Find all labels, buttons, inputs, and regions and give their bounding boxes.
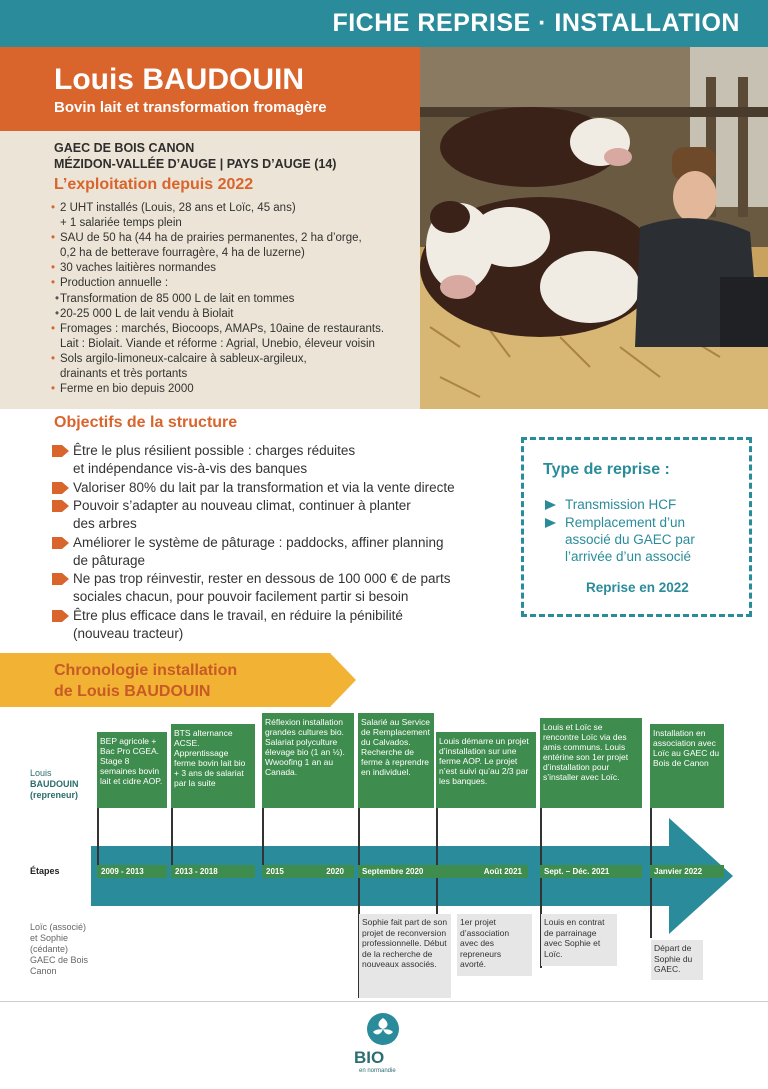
org-location: MÉZIDON-VALLÉE D’AUGE | PAYS D’AUGE (14) [54, 157, 337, 171]
arrow-bullet-icon [52, 482, 69, 494]
logo-subtext: en normandie [359, 1068, 396, 1074]
reprise-item: Remplacement d’un associé du GAEC par l’arrivée d’un associé [545, 514, 725, 565]
bio-normandie-logo-icon [366, 1012, 400, 1046]
period-label: Janvier 2022 [650, 865, 724, 878]
fact-item: • 2 UHT installés (Louis, 28 ans et Loïc, 45 ans) [50, 201, 415, 216]
fact-item: 0,2 ha de betterave fourragère, 4 ha de luzerne) [60, 247, 305, 260]
farm-facts-list [50, 201, 415, 397]
objective-item: Améliorer le système de pâturage : paddocks, affiner planning de pâturage [52, 534, 522, 570]
arrow-bullet-icon [52, 537, 69, 549]
header-bar [0, 0, 768, 47]
cedant-event-box: Départ de Sophie du GAEC. [651, 940, 703, 980]
objectives-title: Objectifs de la structure [54, 414, 238, 431]
timeline-connector [262, 808, 264, 868]
objective-item: Ne pas trop réinvestir, rester en dessous de 100 000 € de parts sociales chacun, pour pouvoir facilement partir si besoin [52, 570, 522, 606]
objective-item: Être plus efficace dans le travail, en réduire la pénibilité (nouveau tracteur) [52, 607, 522, 643]
objective-item: Valoriser 80% du lait par la transformation et via la vente directe [52, 479, 522, 497]
page-title: FICHE REPRISE · INSTALLATION [332, 9, 740, 37]
farm-subtitle: Bovin lait et transformation fromagère [54, 99, 327, 116]
timeline-event-box: BEP agricole + Bac Pro CGEA. Stage 8 semaines bovin lait et cidre AOP. [97, 732, 167, 808]
cedant-event-box: Louis en contrat de parrainage avec Sophie et Loïc. [541, 914, 617, 966]
timeline-connector [436, 808, 438, 916]
row-label-etapes: Étapes [30, 866, 60, 876]
footer-divider [0, 1001, 768, 1002]
triangle-bullet-icon [545, 500, 556, 510]
timeline-event-box: Salarié au Service de Remplacement du Calvados. Recherche de ferme à reprendre en individuel. [358, 713, 434, 808]
fact-item: • Ferme en bio depuis 2000 [50, 382, 415, 397]
period-label: 2013 - 2018 [171, 865, 255, 878]
period-label: Sept. – Déc. 2021 [540, 865, 642, 878]
arrow-bullet-icon [52, 610, 69, 622]
timeline-event-box: Louis et Loïc se rencontre Loïc via des amis communs. Louis entérine son 1er projet d’installation pour s’installer avec Loïc. [540, 718, 642, 808]
farmer-with-cows-photo [420, 47, 768, 409]
farmer-name: Louis BAUDOUIN [54, 63, 304, 96]
reprise-title: Type de reprise : [543, 461, 670, 478]
fact-item: • Transformation de 85 000 L de lait en tommes [50, 292, 415, 307]
timeline-connector [97, 808, 99, 868]
timeline-event-box: BTS alternance ACSE. Apprentissage ferme bovin lait bio + 3 ans de salariat par la suite [171, 724, 255, 808]
fact-item: Lait : Biolait. Viande et réforme : Agrial, Unebio, éleveur voisin [60, 337, 375, 350]
objective-item: Être le plus résilient possible : charges réduites et indépendance vis-à-vis des banques [52, 442, 522, 478]
objectives-list [52, 442, 522, 643]
fact-item: • 20-25 000 L de lait vendu à Biolait [50, 307, 415, 322]
chronology-title: Chronologie installation de Louis BAUDOUIN [54, 662, 238, 700]
org-name: GAEC DE BOIS CANON [54, 141, 195, 155]
timeline-connector [171, 808, 173, 868]
fact-item: • Fromages : marchés, Biocoops, AMAPs, 10aine de restaurants. [50, 322, 415, 337]
period-label: Septembre 2020 Août 2021 [358, 865, 528, 878]
timeline-event-box: Installation en association avec Loïc au GAEC du Bois de Canon [650, 724, 724, 808]
fact-item: • SAU de 50 ha (44 ha de prairies permanentes, 2 ha d’orge, [50, 231, 415, 246]
period-label: 2015 2020 [262, 865, 354, 878]
organization [54, 140, 336, 172]
arrow-bullet-icon [52, 500, 69, 512]
timeline-event-box: Réflexion installation grandes cultures bio. Salariat polyculture élevage bio (1 an ½). Wwoofing 1 an au Canada. [262, 713, 354, 808]
reprise-date: Reprise en 2022 [586, 580, 689, 595]
fact-item: + 1 salariée temps plein [60, 217, 182, 230]
reprise-list [545, 496, 725, 566]
row-label-cedant: Loïc (associé) et Sophie (cédante) GAEC de Bois Canon [30, 922, 89, 976]
fact-item: drainants et très portants [60, 368, 188, 381]
triangle-bullet-icon [545, 518, 556, 528]
timeline-event-box: Louis démarre un projet d’installation sur une ferme AOP. Le projet n’est suivi qu’au 2/3 par les banques. [436, 732, 536, 808]
logo-text: BIO [354, 1048, 385, 1067]
period-label: 2009 - 2013 [97, 865, 167, 878]
cedant-event-box: Sophie fait part de son projet de reconversion professionnelle. Début de la recherche de nouveaux associés. [359, 914, 451, 998]
barn-scene-image [420, 47, 768, 409]
fact-item: • Production annuelle : [50, 276, 415, 291]
row-label-repreneur: Louis BAUDOUIN (repreneur) [30, 768, 79, 800]
reprise-item: Transmission HCF [545, 496, 725, 513]
fact-item: • Sols argilo-limoneux-calcaire à sableux-argileux, [50, 352, 415, 367]
exploitation-title: L’exploitation depuis 2022 [54, 176, 254, 193]
fact-item: • 30 vaches laitières normandes [50, 261, 415, 276]
objective-item: Pouvoir s’adapter au nouveau climat, continuer à planter des arbres [52, 497, 522, 533]
arrow-bullet-icon [52, 573, 69, 585]
arrow-bullet-icon [52, 445, 69, 457]
cedant-event-box: 1er projet d’association avec des repreneurs avorté. [457, 914, 532, 976]
